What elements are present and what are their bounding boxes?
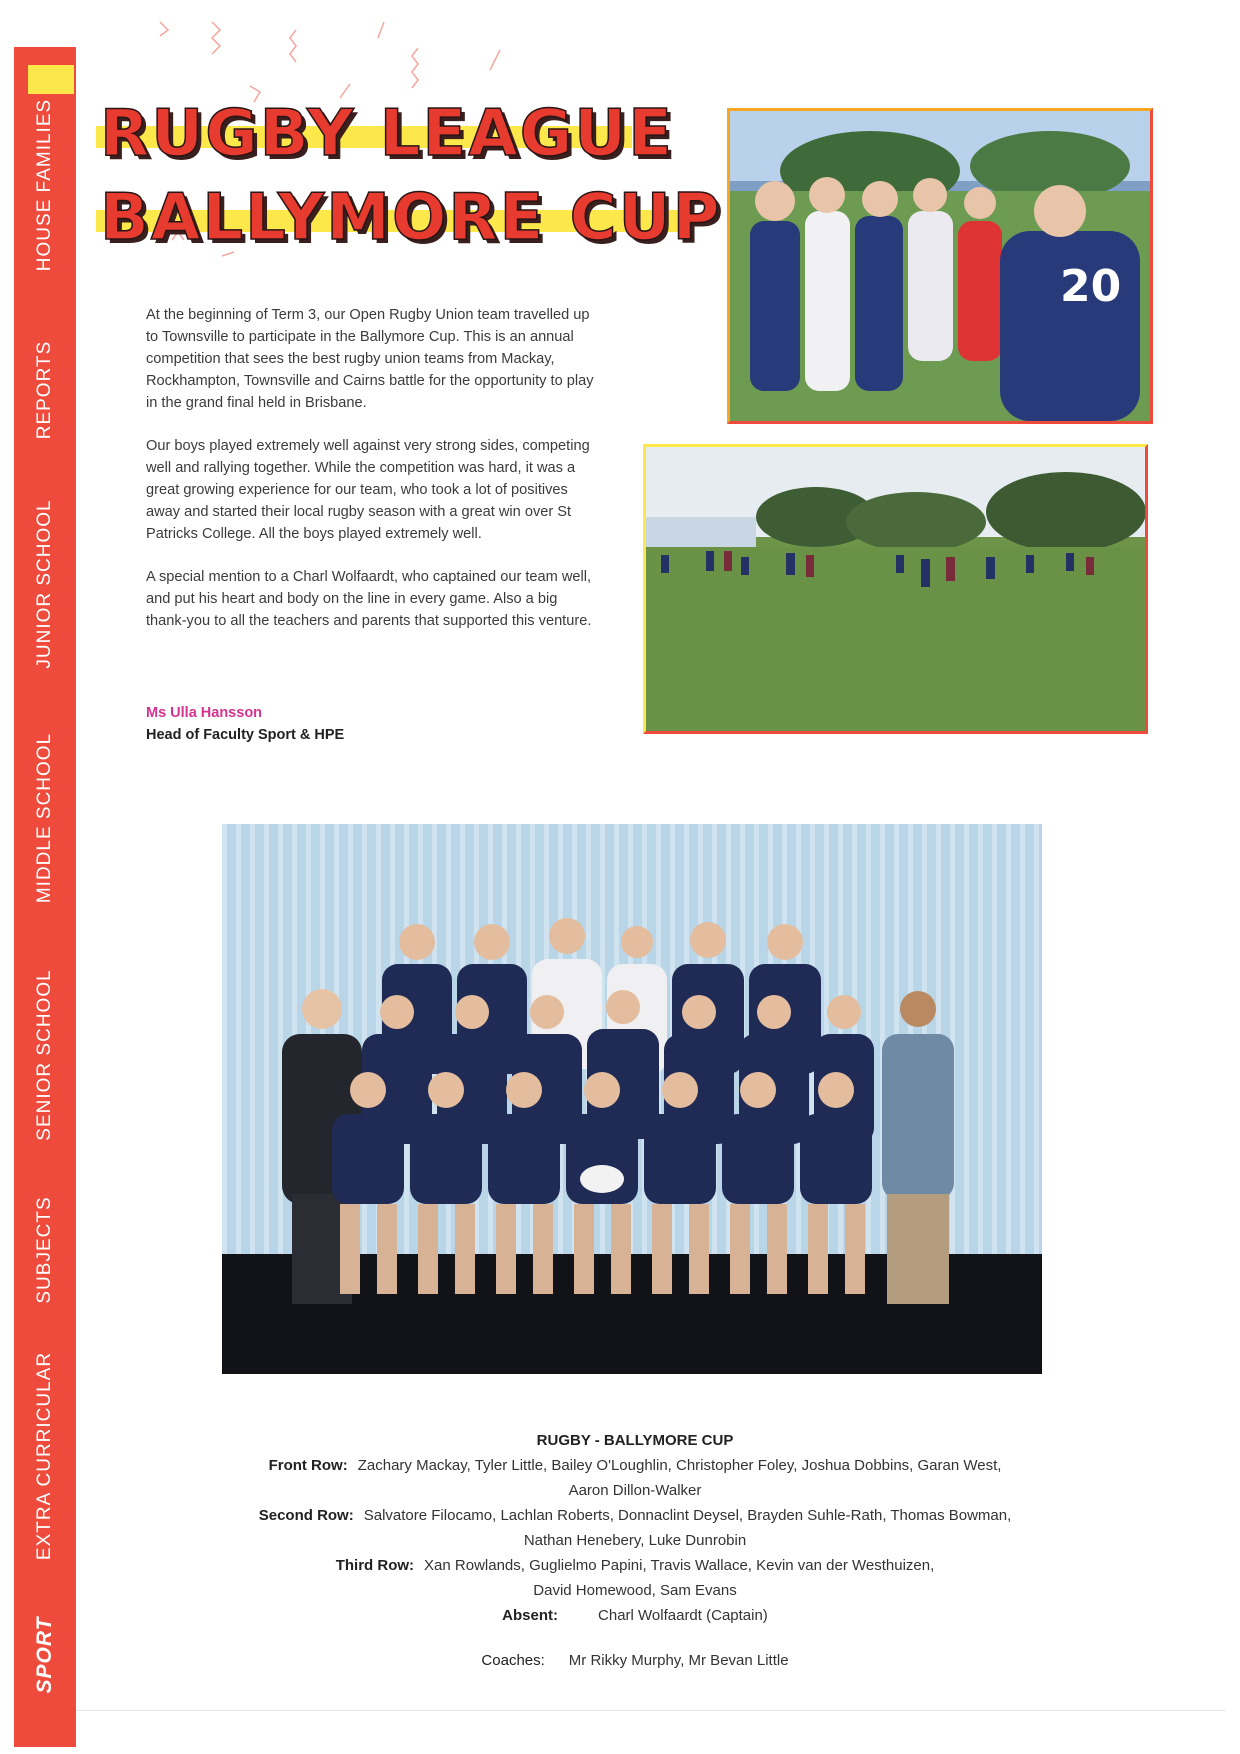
- caption-front-label: Front Row:: [268, 1457, 348, 1474]
- jersey-number: 20: [1060, 261, 1122, 312]
- title-line-2: [100, 176, 721, 260]
- sidebar-item-sport[interactable]: SPORT: [33, 1616, 56, 1694]
- bottom-rule: [76, 1710, 1226, 1711]
- sidebar-item-reports[interactable]: REPORTS: [34, 340, 55, 440]
- caption-title: RUGBY - BALLYMORE CUP: [536, 1432, 734, 1449]
- caption-front-row: [225, 1453, 1045, 1478]
- caption-absent: [225, 1603, 1045, 1628]
- caption-third-names-cont: David Homewood, Sam Evans: [533, 1582, 737, 1599]
- caption-second-row: [225, 1503, 1045, 1528]
- caption-absent-names: Charl Wolfaardt (Captain): [598, 1607, 768, 1624]
- article-author: [146, 702, 344, 746]
- caption-front-names: Zachary Mackay, Tyler Little, Bailey O'Loughlin, Christopher Foley, Joshua Dobbins, Garan West,: [357, 1457, 1002, 1474]
- match-photo: [643, 444, 1148, 734]
- huddle-photo: [727, 108, 1153, 424]
- sidebar-item-senior-school[interactable]: SENIOR SCHOOL: [34, 969, 55, 1141]
- article-paragraph-3: A special mention to a Charl Wolfaardt, who captained our team well, and put his heart and body on the line in every game. Also a big thank-you to all the teachers and parents that supported this venture.: [146, 569, 592, 629]
- caption-coaches: [225, 1648, 1045, 1673]
- sidebar-item-extra-curricular[interactable]: EXTRA CURRICULAR: [34, 1351, 55, 1561]
- title-text-1: RUGBY LEAGUE: [100, 97, 674, 171]
- sidebar-item-subjects[interactable]: SUBJECTS: [34, 1196, 55, 1304]
- caption-third-names: Xan Rowlands, Guglielmo Papini, Travis Wallace, Kevin van der Westhuizen,: [424, 1557, 935, 1574]
- article-paragraph-1: At the beginning of Term 3, our Open Rugby Union team travelled up to Townsville to participate in the Ballymore Cup. This is an annual competition that sees the best rugby union teams from Mackay, Rockhampton, Townsville and Cairns battle for the opportunity to play in the grand final held in Brisbane.: [146, 307, 594, 411]
- caption-second-names-cont: Nathan Henebery, Luke Dunrobin: [523, 1532, 747, 1549]
- article-body: [146, 304, 596, 653]
- caption-coaches-names: Mr Rikky Murphy, Mr Bevan Little: [568, 1652, 789, 1669]
- photo-caption: [225, 1428, 1045, 1673]
- title-line-1: [100, 92, 721, 176]
- caption-absent-label: Absent:: [502, 1607, 559, 1624]
- caption-second-names: Salvatore Filocamo, Lachlan Roberts, Donnaclint Deysel, Brayden Suhle-Rath, Thomas Bowman,: [363, 1507, 1012, 1524]
- team-photo: [222, 824, 1042, 1374]
- sidebar-item-middle-school[interactable]: MIDDLE SCHOOL: [34, 732, 55, 904]
- caption-coaches-label: Coaches:: [481, 1652, 545, 1669]
- article-paragraph-2: Our boys played extremely well against very strong sides, competing well and rallying together. While the competition was hard, it was a great growing experience for our team, who took a lot of positives away and started their local rugby season with a great win over St Patricks College. All the boys played extremely well.: [146, 438, 590, 542]
- caption-second-label: Second Row:: [258, 1507, 354, 1524]
- caption-third-label: Third Row:: [335, 1557, 415, 1574]
- caption-front-names-cont: Aaron Dillon-Walker: [568, 1482, 702, 1499]
- caption-third-row: [225, 1553, 1045, 1578]
- caption-gap: [225, 1628, 1045, 1648]
- author-name: Ms Ulla Hansson: [146, 705, 263, 721]
- sidebar-item-house-families[interactable]: HOUSE FAMILIES: [34, 98, 55, 272]
- page-title: [100, 92, 721, 260]
- author-role: Head of Faculty Sport & HPE: [146, 727, 345, 743]
- sidebar-item-junior-school[interactable]: JUNIOR SCHOOL: [34, 499, 55, 669]
- title-text-2: BALLYMORE CUP: [100, 181, 722, 255]
